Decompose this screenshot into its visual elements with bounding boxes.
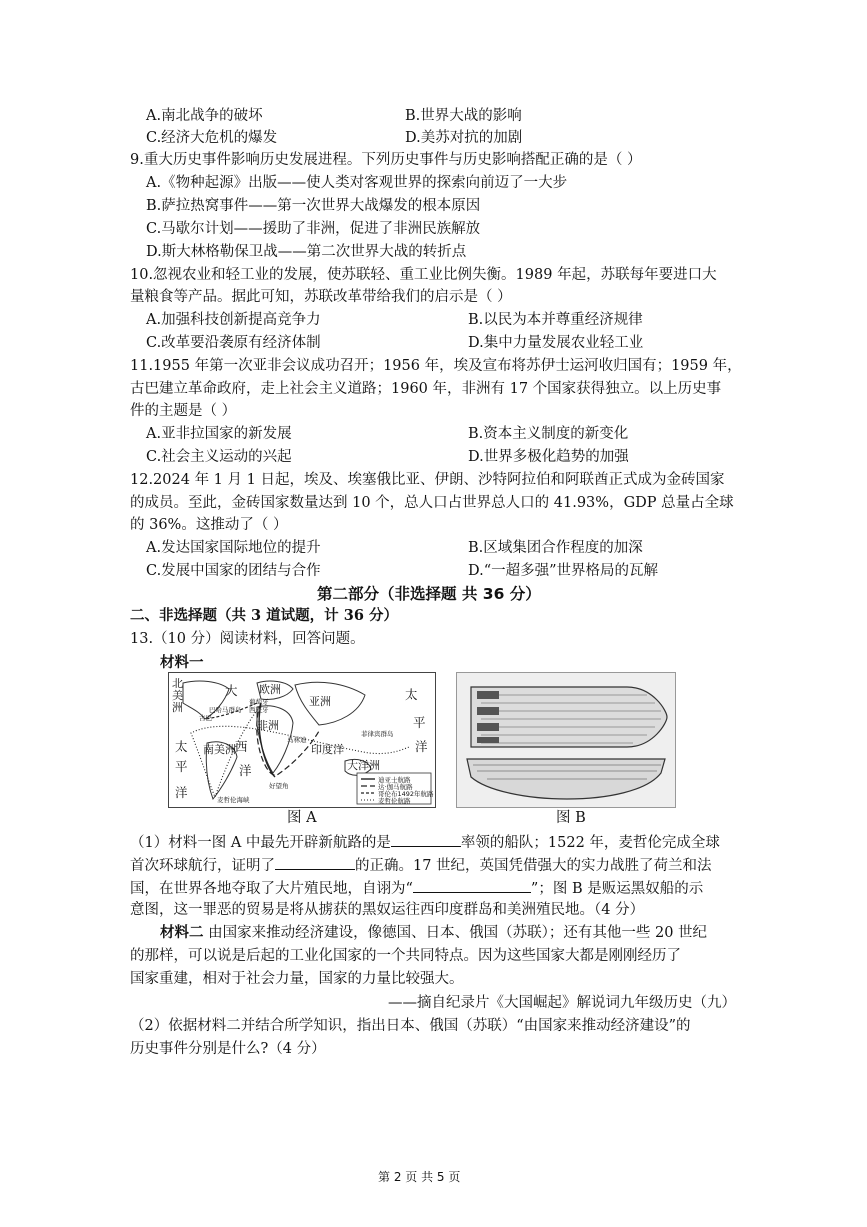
q11-option-a: A.亚非拉国家的新发展 bbox=[146, 426, 292, 442]
q12-stem-line1: 12.2024 年 1 月 1 日起，埃及、埃塞俄比亚、伊朗、沙特阿拉伯和阿联酋正式成为金砖国家 bbox=[130, 472, 725, 488]
q13-1-line2-b: 的正确。17 世纪，英国凭借强大的实力战胜了荷兰和法 bbox=[355, 858, 712, 874]
q10-option-c: C.改革要沿袭原有经济体制 bbox=[146, 335, 321, 351]
map-label-pacific-right1: 太 bbox=[405, 687, 418, 702]
q12-stem-line3: 的 36%。这推动了（ ） bbox=[130, 517, 288, 533]
map-label-na1: 北 bbox=[172, 677, 183, 690]
map-label-atlantic2: 西 bbox=[235, 739, 248, 754]
material2-line2: 的那样，可以说是后起的工业化国家的一个共同特点。因为这些国家大都是刚刚经历了 bbox=[130, 948, 681, 964]
q9-option-b: B.萨拉热窝事件——第一次世界大战爆发的根本原因 bbox=[146, 198, 481, 214]
q10-option-b: B.以民为本并尊重经济规律 bbox=[468, 312, 643, 328]
material2-label: 材料二 bbox=[160, 924, 204, 941]
material2-source: ——摘自纪录片《大国崛起》解说词九年级历史（九） bbox=[388, 995, 736, 1011]
legend-columbus: 哥伦布1492年航路 bbox=[378, 790, 434, 798]
q11-stem-line3: 件的主题是（ ） bbox=[130, 403, 237, 419]
q9-option-a: A.《物种起源》出版——使人类对客观世界的探索向前迈了一大步 bbox=[146, 175, 568, 191]
map-label-pacific-left2: 平 bbox=[175, 759, 188, 774]
map-label-asia: 亚洲 bbox=[309, 695, 331, 708]
slave-ship-graphic bbox=[457, 673, 675, 807]
q10-stem-line1: 10.忽视农业和轻工业的发展，使苏联轻、重工业比例失衡。1989 年起，苏联每年要进口大 bbox=[130, 267, 717, 283]
figure-a-caption: 图 A bbox=[287, 810, 317, 826]
q9-stem: 9.重大历史事件影响历史发展进程。下列历史事件与历史影响搭配正确的是（ ） bbox=[130, 152, 642, 168]
q11-option-d: D.世界多极化趋势的加强 bbox=[468, 449, 629, 465]
map-label-pacific-left3: 洋 bbox=[175, 785, 188, 800]
map-label-bahamas: 巴哈马群岛 bbox=[209, 706, 242, 714]
map-label-indian-ocean: 印度洋 bbox=[311, 743, 344, 756]
map-label-south-america: 南美洲 bbox=[203, 743, 236, 756]
figure-b-slave-ship bbox=[456, 672, 676, 808]
map-label-atlantic1: 大 bbox=[225, 683, 238, 698]
q13-1-line3-b: ”；图 B 是贩运黑奴船的示 bbox=[530, 881, 704, 897]
q13-1-line2-a: 首次环球航行，证明了 bbox=[130, 858, 275, 874]
figure-b-caption: 图 B bbox=[556, 810, 586, 826]
q13-1-line1 bbox=[130, 830, 720, 854]
q13-1-line1-a: （1）材料一图 A 中最先开辟新航路的是 bbox=[130, 835, 391, 851]
q12-option-d: D.“一超多强”世界格局的瓦解 bbox=[468, 563, 659, 579]
map-label-pacific-right2: 平 bbox=[413, 715, 426, 730]
map-label-cuba: 古巴 bbox=[199, 714, 212, 722]
legend-magellan: 麦哲伦航路 bbox=[378, 797, 411, 805]
q13-stem: 13.（10 分）阅读材料，回答问题。 bbox=[130, 631, 365, 647]
q11-option-c: C.社会主义运动的兴起 bbox=[146, 449, 292, 465]
q13-2-line2: 历史事件分别是什么?（4 分） bbox=[130, 1041, 326, 1057]
q13-1-line2 bbox=[130, 853, 712, 877]
q11-option-b: B.资本主义制度的新变化 bbox=[468, 426, 629, 442]
map-label-europe: 欧洲 bbox=[259, 683, 281, 696]
map-label-oceania: 大洋洲 bbox=[347, 759, 380, 772]
q13-2-line1: （2）依据材料二并结合所学知识，指出日本、俄国（苏联）“由国家来推动经济建设”的 bbox=[130, 1018, 691, 1034]
q13-1-line3 bbox=[130, 876, 703, 900]
q10-stem-line2: 量粮食等产品。据此可知，苏联改革带给我们的启示是（ ） bbox=[130, 289, 512, 305]
q8-option-a: A.南北战争的破坏 bbox=[146, 108, 263, 124]
material2-text1: 由国家来推动经济建设，像德国、日本、俄国（苏联）；还有其他一些 20 世纪 bbox=[203, 925, 708, 941]
map-label-malindi: 马林迪 bbox=[287, 736, 307, 744]
q12-option-a: A.发达国家国际地位的提升 bbox=[146, 540, 321, 556]
material2-line1 bbox=[160, 922, 707, 944]
q12-option-b: B.区域集团合作程度的加深 bbox=[468, 540, 643, 556]
material2-line3: 国家重建，相对于社会力量，国家的力量比较强大。 bbox=[130, 971, 464, 987]
map-label-na2: 美 bbox=[172, 689, 183, 702]
map-label-africa: 非洲 bbox=[257, 719, 279, 732]
q10-option-d: D.集中力量发展农业轻工业 bbox=[468, 335, 644, 351]
q13-1-blank2[interactable] bbox=[275, 853, 355, 870]
q11-stem-line2: 古巴建立革命政府，走上社会主义道路；1960 年，非洲有 17 个国家获得独立。以上历史事 bbox=[130, 381, 722, 397]
ship-deck-plan bbox=[471, 687, 667, 747]
figure-a-map bbox=[168, 672, 436, 808]
map-label-philippines: 菲律宾群岛 bbox=[361, 730, 394, 738]
map-label-pacific-left1: 太 bbox=[175, 739, 188, 754]
page-number: 第 2 页 共 5 页 bbox=[378, 1170, 461, 1184]
part2-title: 第二部分（非选择题 共 36 分） bbox=[317, 585, 541, 603]
map-label-atlantic3: 洋 bbox=[239, 763, 252, 778]
map-label-magellan-strait: 麦哲伦海峡 bbox=[217, 796, 250, 804]
map-label-pacific-right3: 洋 bbox=[415, 739, 428, 754]
q12-stem-line2: 的成员。至此，金砖国家数量达到 10 个，总人口占世界总人口的 41.93%，GDP 总量占全球 bbox=[130, 495, 734, 511]
legend-dagama: 达·伽马航路 bbox=[378, 783, 413, 791]
q8-option-b: B.世界大战的影响 bbox=[405, 108, 522, 124]
q8-option-c: C.经济大危机的爆发 bbox=[146, 130, 278, 146]
map-label-na3: 洲 bbox=[172, 701, 183, 714]
map-label-portugal: 葡萄牙 bbox=[249, 698, 269, 706]
part2-section-heading: 二、非选择题（共 3 道试题，计 36 分） bbox=[130, 607, 398, 624]
q13-1-line1-b: 率领的船队；1522 年，麦哲伦完成全球 bbox=[460, 835, 720, 851]
q8-option-d: D.美苏对抗的加剧 bbox=[405, 130, 523, 146]
q13-1-blank1[interactable] bbox=[391, 830, 461, 847]
q13-1-line3-a: 国，在世界各地夺取了大片殖民地，自诩为“ bbox=[130, 881, 413, 897]
map-label-cape: 好望角 bbox=[269, 782, 289, 790]
map-label-spain: 西班牙 bbox=[249, 706, 269, 714]
material1-label: 材料一 bbox=[160, 654, 204, 671]
q10-option-a: A.加强科技创新提高竞争力 bbox=[146, 312, 321, 328]
q13-1-blank3[interactable] bbox=[413, 876, 531, 893]
q11-stem-line1: 11.1955 年第一次亚非会议成功召开；1956 年，埃及宣布将苏伊士运河收归国有；1959 年， bbox=[130, 358, 742, 374]
q13-1-line4: 意图，这一罪恶的贸易是将从掳获的黑奴运往西印度群岛和美洲殖民地。（4 分） bbox=[130, 902, 645, 918]
legend-dias: 迪亚士航路 bbox=[378, 776, 411, 784]
q9-option-d: D.斯大林格勒保卫战——第二次世界大战的转折点 bbox=[146, 244, 467, 260]
q12-option-c: C.发展中国家的团结与合作 bbox=[146, 563, 321, 579]
route-dias bbox=[259, 703, 275, 777]
q9-option-c: C.马歇尔计划——援助了非洲，促进了非洲民族解放 bbox=[146, 221, 481, 237]
